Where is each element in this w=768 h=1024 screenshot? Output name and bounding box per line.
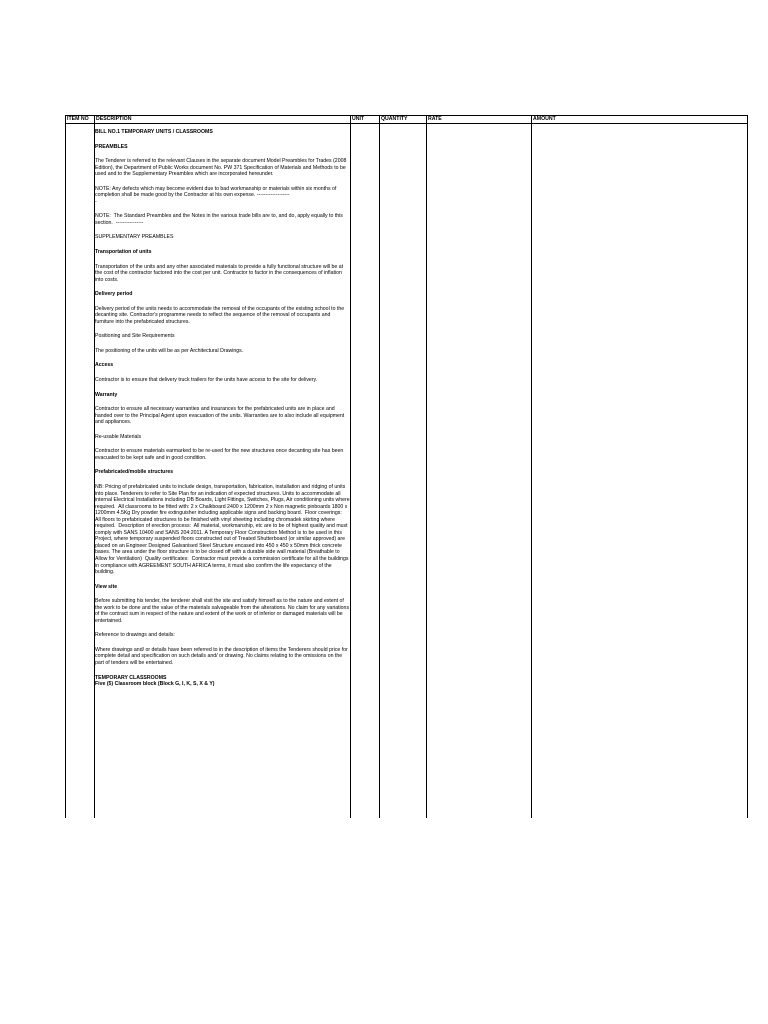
header-amount: AMOUNT — [533, 116, 556, 122]
description-heading: TEMPORARY CLASSROOMS — [95, 674, 167, 681]
description-paragraph: Before submitting his tender, the tenderer shall visit the site and satisfy himself as to the nature and extent of the work to be done and the value of the materials salvageable from the alterations. No claim for any variations of the contract sum in respect of the nature and extent of the work or of inferior or damaged materials will be entertained. — [95, 598, 351, 624]
description-column — [95, 129, 350, 696]
description-heading: Five (5) Classroom block (Block G, I, K, S, X & Y) — [95, 681, 215, 688]
column-divider-rate — [531, 115, 532, 818]
column-divider-description — [350, 115, 351, 818]
header-bottom-border — [65, 123, 748, 124]
description-paragraph: NOTE: Any defects which may become evident due to bad workmanship or materials within six months of completion shall be made good by the Contractor at his own expense. ------------------- - — [95, 185, 337, 205]
column-divider-unit — [379, 115, 380, 818]
description-paragraph: SUPPLEMENTARY PREAMBLES — [95, 234, 174, 241]
description-paragraph: Positioning and Site Requirements — [95, 333, 175, 340]
description-heading: Access — [95, 362, 114, 369]
description-paragraph: Contractor is to ensure that delivery truck trailers for the units have access to the site for delivery. — [95, 377, 318, 384]
description-heading: PREAMBLES — [95, 143, 128, 150]
description-paragraph: Contractor to ensure all necessary warranties and insurances for the prefabricated units are in place and handed over to the Principal Agent upon evacuation of the units. Warranties are to also include all equipment and appliances. — [95, 406, 346, 426]
column-divider-quantity — [426, 115, 427, 818]
description-heading: Delivery period — [95, 291, 133, 298]
header-item-no: ITEM NO — [67, 116, 89, 122]
header-quantity: QUANTITY — [381, 116, 408, 122]
description-heading: View site — [95, 583, 118, 590]
description-paragraph: Transportation of the units and any other associated materials to provide a fully functional structure will be at the cost of the contractor factored into the cost per unit. Contractor to factor in the consequences of inflation into costs. — [95, 263, 345, 283]
description-paragraph: Delivery period of the units needs to accommodate the removal of the occupants of the existing school to the decanting site. Contractor's programme needs to reflect the sequence of the removal of occupants and furniture into the prefabricated structures. — [95, 305, 346, 325]
header-unit: UNIT — [352, 116, 365, 122]
description-paragraph: The Tenderer is referred to the relevant Clauses in the separate document Model Preambles for Trades (2008 Edition), the Department of Public Works document No. PW 371 Specification of Materials and Methods to be used and to the Supplementary Preambles which are incorporated hereunder. — [95, 158, 348, 178]
description-heading: Transportation of units — [95, 249, 152, 256]
header-rate: RATE — [428, 116, 442, 122]
column-divider-left — [65, 115, 66, 818]
description-paragraph: Where drawings and/ or details have been referred to in the description of items the Tenderers should price for complete detail and specification on such details and/ or drawing. No claims relating to the omissions on the part of tenders will be entertained. — [95, 646, 350, 666]
description-heading: Prefabricated/mobile structures — [95, 469, 174, 476]
description-heading: Warranty — [95, 391, 118, 398]
bill-of-quantities-sheet — [65, 115, 748, 818]
header-description: DESCRIPTION — [96, 116, 132, 122]
description-paragraph: NOTE: The Standard Preambles and the Notes in the various trade bills are to, and do, apply equally to this section. ---------------- — [95, 213, 345, 226]
description-paragraph: Contractor to ensure materials earmarked to be re-used for the new structures once decanting site has been evacuated to be kept safe and in good condition. — [95, 448, 345, 461]
description-heading: BILL NO.1 TEMPORARY UNITS / CLASSROOMS — [95, 129, 213, 135]
description-paragraph: NB: Pricing of prefabricated units to include design, transportation, fabrication, installation and ridging of units into place. Tenderers to refer to Site Plan for an indication of expected structures. Units to accommodate all internal Electrical Installations including DB Boards, Light Fittings, Switches, Plugs, Air conditioning units where required. All classrooms to be fitted with: 2 x Chalkboard 2400 x 1200mm 2 x Non magnetic pinboards 1800 x 1200mm 4.5Kg Dry powder fire extinguisher including applicable signs and backing board. Floor coverings: All floors to prefabricated structures to be finished with vinyl sheeting including chromadek skirting where required. Description of erection process: All material, workmanship, etc are to be of highest quality and must comply with SANS 10400 and SANS 204:2011. A Temporary Floor Construction Method is to be used in this Project, where temporary suspended floors constructed out of Treated Shutterboard (or similar approved) are placed on an Engineer Designed Galvanised Steel Structure encased into 450 x 450 x 50mm thick concrete bases. The area under the floor structure is to be closed off with a durable side wall material (Breathable to Allow for Ventilation) Quality certificates: Contractor must provide a commission certificate for all the buildings in compliance with AGREEMENT SOUTH AFRICA terms, it must also confirm the life expectancy of the building. — [95, 483, 352, 576]
description-paragraph: Re-usable Materials — [95, 433, 142, 440]
description-paragraph: Reference to drawings and details: — [95, 632, 175, 639]
description-paragraph: The positioning of the units will be as per Architectural Drawings. — [95, 347, 244, 354]
column-divider-right — [747, 115, 748, 818]
